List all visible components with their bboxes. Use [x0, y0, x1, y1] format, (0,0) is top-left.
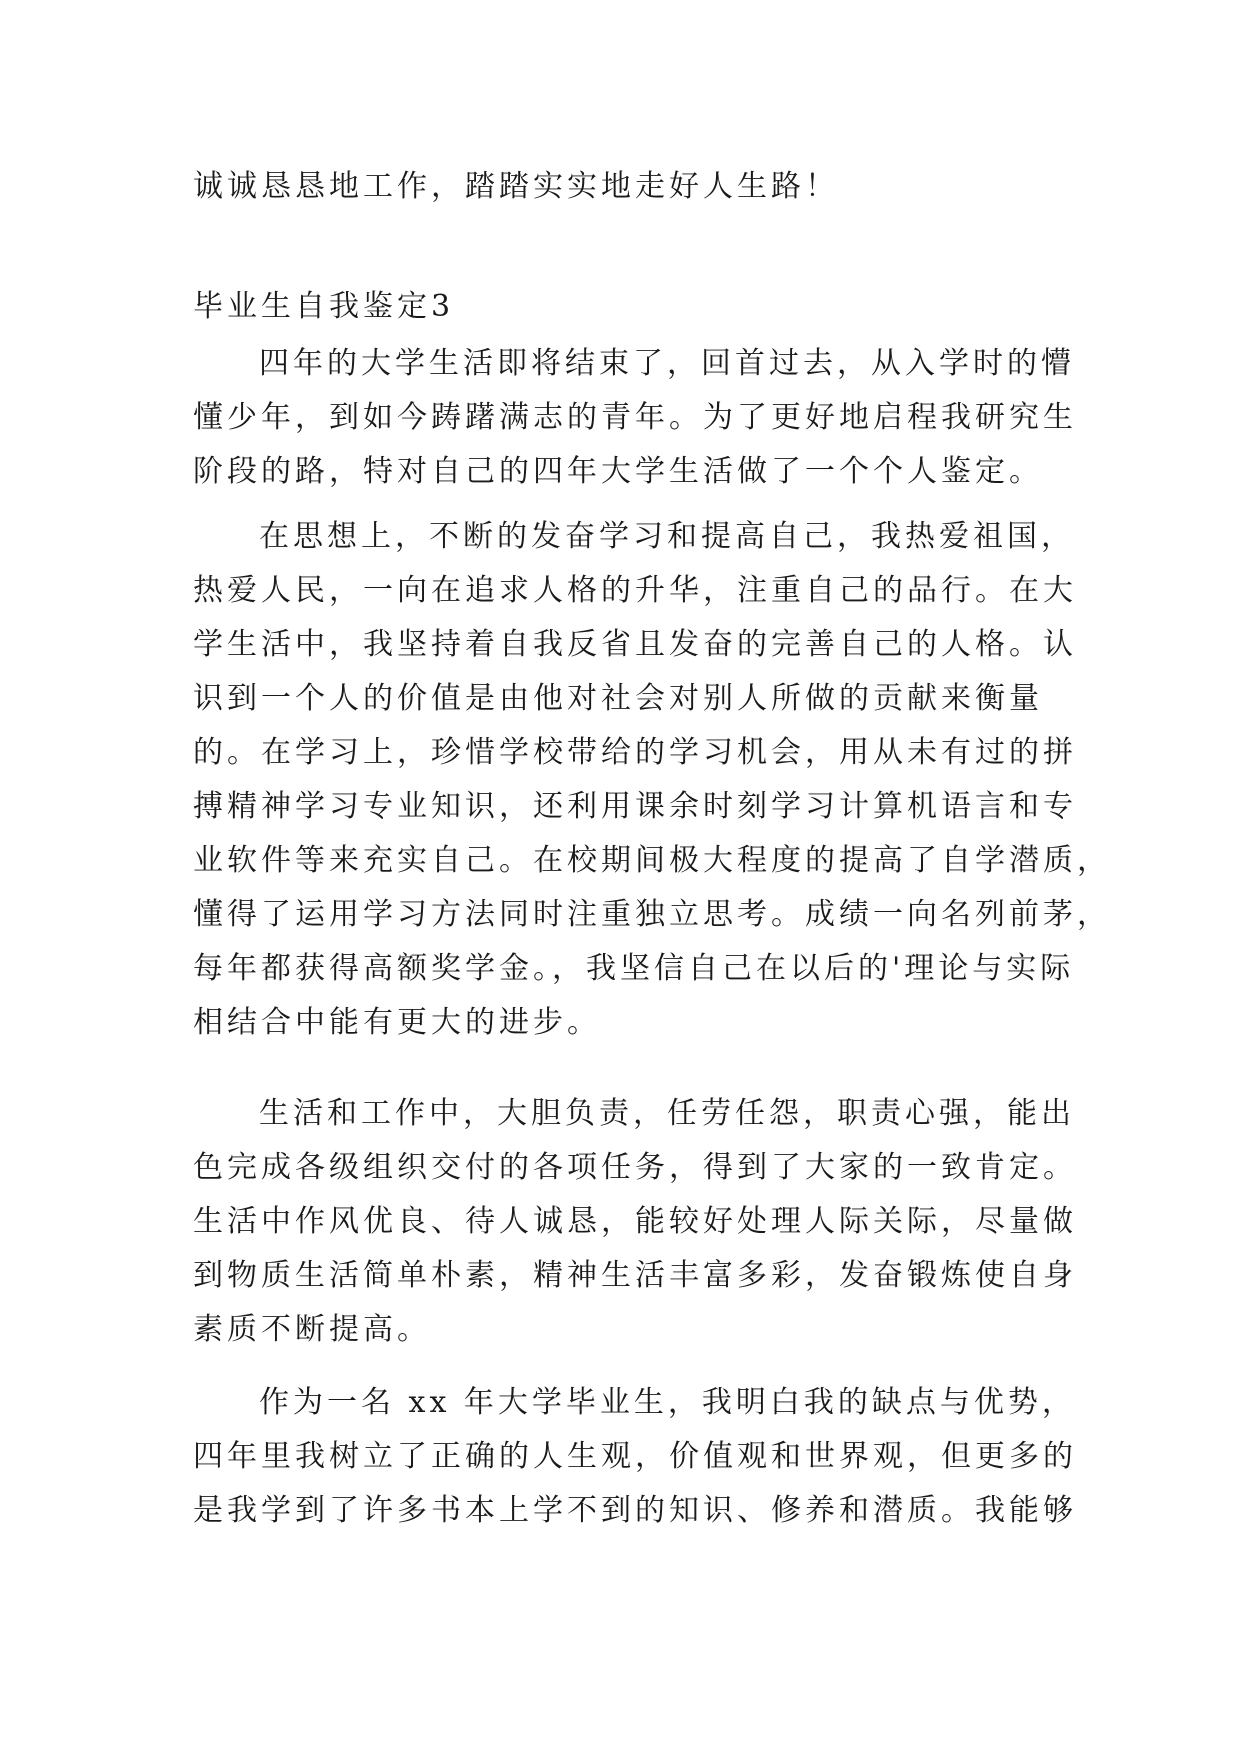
paragraph-4: [193, 1375, 1077, 1537]
paragraph-line: 热爱人民，一向在追求人格的升华，注重自己的品行。在大: [193, 573, 1077, 608]
paragraph-line: 生活和工作中，大胆负责，任劳任怨，职责心强，能出: [259, 1096, 1075, 1131]
paragraph-line: 识到一个人的价值是由他对社会对别人所做的贡献来衡量: [193, 681, 1043, 716]
paragraph-line: 色完成各级组织交付的各项任务，得到了大家的一致肯定。: [193, 1150, 1077, 1185]
paragraph-line: 生活中作风优良、待人诚恳，能较好处理人际关际，尽量做: [193, 1204, 1077, 1239]
paragraph-line: 相结合中能有更大的进步。: [193, 1005, 601, 1040]
closing-line: 诚诚恳恳地工作，踏踏实实地走好人生路！: [193, 169, 839, 204]
paragraph-line: 到物质生活简单朴素，精神生活丰富多彩，发奋锻炼使自身: [193, 1258, 1077, 1293]
paragraph-line: 是我学到了许多书本上学不到的知识、修养和潜质。我能够: [193, 1493, 1077, 1528]
paragraph-line: 搏精神学习专业知识，还利用课余时刻学习计算机语言和专: [193, 789, 1077, 824]
paragraph-line: 四年的大学生活即将结束了，回首过去，从入学时的懵: [259, 346, 1075, 381]
paragraph-line: 作为一名 xx 年大学毕业生，我明白我的缺点与优势，: [259, 1385, 1076, 1420]
paragraph-line: 懂得了运用学习方法同时注重独立思考。成绩一向名列前茅，: [193, 897, 1111, 932]
paragraph-line: 每年都获得高额奖学金。，我坚信自己在以后的'理论与实际: [193, 951, 1075, 986]
paragraph-line: 阶段的路，特对自己的四年大学生活做了一个个人鉴定。: [193, 454, 1043, 489]
paragraph-1: [193, 336, 1077, 498]
closing-line-block: [193, 160, 1053, 214]
paragraph-line: 学生活中，我坚持着自我反省且发奋的完善自己的人格。认: [193, 627, 1077, 662]
section-heading-block: [193, 280, 1053, 334]
section-heading: 毕业生自我鉴定3: [193, 289, 455, 324]
paragraph-line: 懂少年，到如今踌躇满志的青年。为了更好地启程我研究生: [193, 400, 1077, 435]
paragraph-line: 的。在学习上，珍惜学校带给的学习机会，用从未有过的拼: [193, 735, 1077, 770]
paragraph-line: 四年里我树立了正确的人生观，价值观和世界观，但更多的: [193, 1439, 1077, 1474]
paragraph-line: 素质不断提高。: [193, 1312, 431, 1347]
paragraph-2: [193, 509, 1111, 1049]
paragraph-line: 在思想上，不断的发奋学习和提高自己，我热爱祖国，: [259, 519, 1075, 554]
paragraph-3: [193, 1086, 1077, 1356]
paragraph-line: 业软件等来充实自己。在校期间极大程度的提高了自学潜质，: [193, 843, 1111, 878]
